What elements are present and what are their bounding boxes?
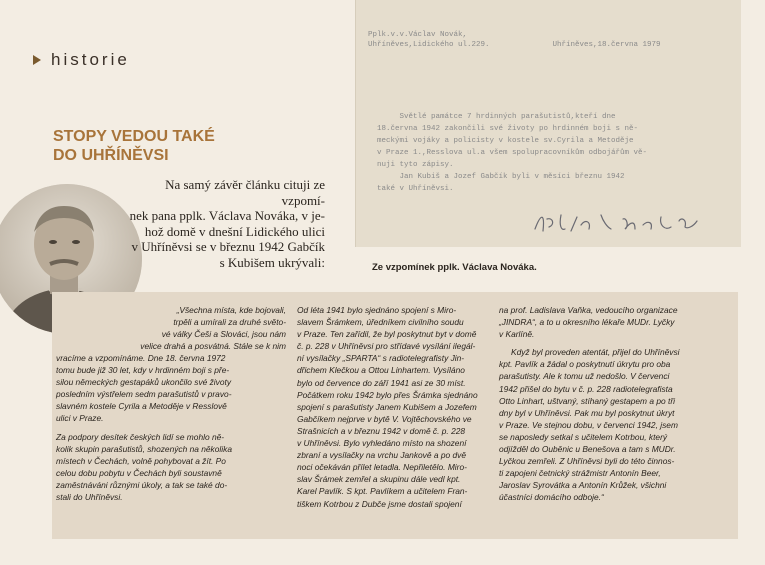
quote-line: Když byl proveden atentát, přijel do Uhříněvsi [511, 347, 680, 358]
quote-line: Jaroslav Syrovátka a Antonín Krůžek, všichni [499, 480, 667, 491]
intro-line: hož domě v dnešní Lidického ulici [144, 223, 325, 239]
quote-line: stali do Uhříněvsi. [56, 492, 123, 503]
doc-line: v Praze 1.,Resslova ul.a všem spolupracovníkům odbojářům vě- [368, 149, 648, 157]
quote-line: zaměstnáváni různými úkoly, a tak se také do- [56, 479, 228, 490]
quote-line: dřichem Klečkou a Ottou Linhartem. Vysíláno [297, 365, 465, 376]
quote-line: 1942 přišel do bytu v č. p. 228 radiotelegrafista [499, 383, 673, 394]
headline-line: DO UHŘÍNĚVSI [53, 147, 169, 164]
intro-paragraph [120, 177, 325, 270]
section-label: historie [51, 50, 130, 69]
quote-line: bylo od července do září 1941 asi ze 30 míst. [297, 377, 466, 388]
quote-line: trpěli a umírali za druhé světo- [173, 317, 286, 328]
quote-column-3 [499, 304, 695, 510]
quote-line: tomu bude již 30 let, kdy v hrdinném boji s pře- [56, 365, 230, 376]
quote-line: kolik skupin parašutistů, shozených na několika [56, 443, 232, 454]
quote-line: Lyčkou zemřeli. Z Uhříněvsi byli do této činnos- [499, 456, 675, 467]
quote-line: Počátkem roku 1942 bylo přes Šrámka sjednáno [297, 389, 478, 400]
quote-column-1 [126, 304, 286, 358]
doc-line: Jan Kubiš a Jozef Gabčík byli v měsíci březnu 1942 [368, 173, 625, 181]
quote-line: odjížděl do Ouběnic u Benešova a tam s MUDr. [499, 444, 676, 455]
doc-line: Světlé památce 7 hrdinných parašutistů,kteří dne [368, 113, 616, 121]
doc-line: Pplk.v.v.Václav Novák, [368, 31, 468, 39]
doc-line: 18.června 1942 zakončili své životy po hrdinném boji s ně- [368, 125, 639, 133]
quote-line: noci očekáván přílet letadla. Nepřiletělo. Miro- [297, 462, 467, 473]
quote-line: kpt. Pavlík a žádal o poskytnutí úkrytu pro oba [499, 359, 671, 370]
quote-line: velice drahá a posvátná. Stále se k nim [140, 341, 286, 352]
quote-line: posledním výstřelem sedm parašutistů v pravo- [56, 389, 232, 400]
quote-line: místech v Čechách, volně pohybovat a žít. Po [56, 455, 226, 466]
intro-line: v Uhříněvsi se v březnu 1942 Gabčík [131, 239, 325, 254]
quote-line: na prof. Ladislava Vaňka, vedoucího organizace [499, 305, 678, 315]
article-headline [53, 127, 253, 165]
headline-line: STOPY VEDOU TAKÉ [53, 128, 215, 145]
quote-line: účastníci domácího odboje.“ [499, 492, 604, 503]
quote-line: Za podpory desítek českých lidí se mohlo ně- [56, 431, 225, 442]
quote-line: celou dobu pobytu v Čechách byli soustavně [56, 467, 222, 478]
quote-line: č. p. 228 v Uhříněvsi pro střídavé vysílání ilegál- [297, 341, 476, 352]
quote-column-2 [297, 304, 491, 516]
section-header [33, 50, 130, 70]
quote-line: Strašnicích a v březnu 1942 v domě č. p. 228 [297, 425, 466, 436]
quote-line: dny byl v Uhříněvsi. Pak mu byl poskytnut úkryt [499, 407, 675, 418]
quote-line: „JINDRA“, a to u okresního lékaře MUDr. Lyčky [499, 317, 675, 328]
quote-line: ti zapojeni četnický strážmistr Antonín Beer, [499, 468, 661, 479]
quote-line: ulici v Praze. [56, 413, 104, 424]
doc-line: také v Uhříněvsi. [368, 185, 454, 193]
typewritten-document [355, 0, 741, 247]
doc-line: nuji tyto zápisy. [368, 161, 454, 169]
intro-line: nek pana pplk. Václava Nováka, v je- [129, 208, 325, 223]
quote-line: zbraní a vysílačky na vrchu Jankově a po dvě [297, 450, 466, 461]
quote-line: vracíme a vzpomínáme. Dne 18. června 1972 [56, 353, 226, 363]
document-caption: Ze vzpomínek pplk. Václava Nováka. [372, 262, 537, 273]
quote-line: ní vysílačky „SPARTA“ s radiotelegrafisty Jin- [297, 353, 465, 364]
doc-line: meckými vojáky a policisty v kostele sv.Cyrila a Metoděje [368, 137, 634, 145]
intro-line: s Kubišem ukrývali: [219, 254, 325, 270]
quote-line: parašutisty. Ale k tomu už nedošlo. V červenci [499, 371, 670, 382]
quote-line: vé války Češi a Slováci, jsou nám [161, 329, 286, 340]
quote-line: Otto Linhart, uštvaný, stíhaný gestapem a po tři [499, 395, 675, 406]
quote-line: spojení s parašutisty Janem Kubišem a Jozefem [297, 401, 477, 412]
doc-line: Uhříněves,Lidického ul.229. Uhříněves,18.června 1979 [368, 41, 661, 49]
quote-line: v Uhříněvsi. Bylo vyhledáno místo na shození [297, 438, 467, 449]
quote-line: se naposledy setkal s učitelem Kotrbou, který [499, 431, 668, 442]
quote-line: slavem Šrámkem, úředníkem civilního soudu [297, 317, 464, 328]
quote-line: tiškem Kotrbou z Dubče jsme dostali spojení [297, 498, 462, 509]
quote-line: silou německých gestapáků ukončilo své životy [56, 377, 232, 388]
quote-line: Karel Pavlík. S kpt. Pavlíkem a učitelem Fran- [297, 486, 468, 497]
quote-line: slav Šrámek zemřel a skupinu dále vedl kpt. [297, 474, 461, 485]
quote-line: „Všechna místa, kde bojovali, [176, 305, 286, 315]
quote-line: v Karlíně. [499, 329, 535, 340]
quote-line: Od léta 1941 bylo sjednáno spojení s Miro- [297, 305, 457, 315]
quote-line: Gabčíkem nejprve v bytě V. Vojtěchovského ve [297, 413, 472, 424]
intro-line: Na samý závěr článku cituji ze vzpomí- [165, 177, 325, 208]
quote-column-1-body [56, 352, 288, 509]
quote-line: v Praze. Ve stejnou dobu, v červenci 1942, jsem [499, 419, 678, 430]
quote-line: v Praze. Ten zařídil, že byl poskytnut byt v domě [297, 329, 477, 340]
quote-line: slavném kostele Cyrila a Metoděje v Resslově [56, 401, 227, 412]
handwritten-signature [531, 205, 711, 239]
triangle-bullet-icon [33, 55, 41, 65]
